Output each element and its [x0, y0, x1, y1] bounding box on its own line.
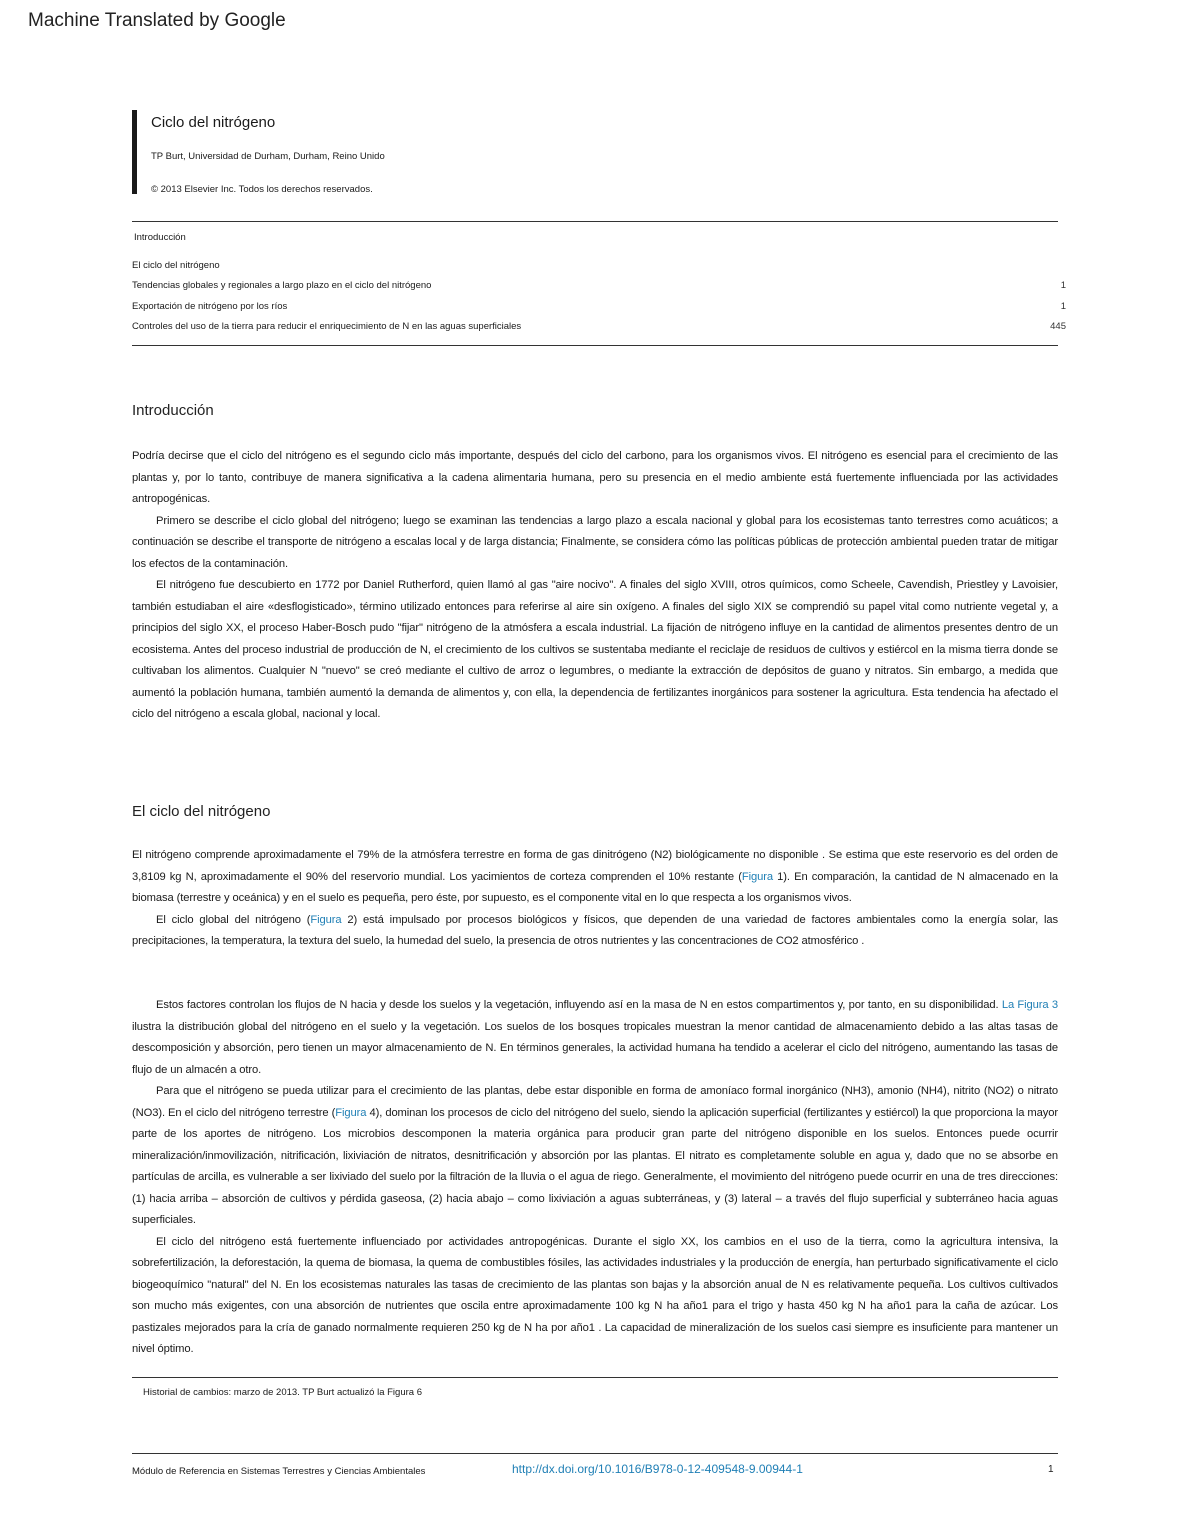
paragraph	[132, 1081, 1058, 1232]
footer-module-name: Módulo de Referencia en Sistemas Terrestres y Ciencias Ambientales	[132, 1466, 426, 1477]
toc-item[interactable]	[132, 317, 1066, 338]
section-heading-introduccion: Introducción	[132, 402, 214, 419]
toc-item-page: 445	[1050, 321, 1066, 333]
change-history-footnote: Historial de cambios: marzo de 2013. TP Burt actualizó la Figura 6	[143, 1387, 422, 1398]
section-heading-ciclo: El ciclo del nitrógeno	[132, 803, 271, 820]
cycle-body-part1	[132, 845, 1058, 953]
toc-item-page: 1	[1060, 280, 1066, 292]
toc-item-label: Tendencias globales y regionales a largo plazo en el ciclo del nitrógeno	[132, 280, 432, 292]
text-run: Para que el nitrógeno se pueda utilizar para el crecimiento de las plantas, debe estar disponible en forma de amoníaco formal inorgánico (NH3), amonio (NH4), nitrito (NO2) o nitrato (NO3). En el ciclo del nitrógeno terrestre (	[132, 1085, 1058, 1119]
toc-item[interactable]	[132, 276, 1066, 297]
toc-item-page: 1	[1060, 300, 1066, 312]
table-of-contents	[132, 232, 1066, 337]
article-title: Ciclo del nitrógeno	[151, 114, 276, 131]
intro-body	[132, 446, 1058, 726]
figure-2-link[interactable]: Figura	[310, 913, 342, 926]
paragraph: Podría decirse que el ciclo del nitrógeno es el segundo ciclo más importante, después del ciclo del carbono, para los organismos vivos. El nitrógeno es esencial para el crecimiento de las plantas y, por lo tanto, contribuye de manera significativa a la cadena alimentaria humana, pero su presencia en el medio ambiente está fuertemente influenciada por las actividades antropogénicas.	[132, 450, 1058, 505]
text-run: 1). En comparación, la cantidad de N almacenado en la biomasa (terrestre y oceánica) y en el suelo es pequeña, pero éste, por supuesto, es el componente vital en lo que respecta a los organismos vivos.	[132, 870, 1058, 904]
page-number: 1	[1048, 1464, 1054, 1475]
footer-rule	[132, 1453, 1058, 1454]
paragraph: El nitrógeno fue descubierto en 1772 por Daniel Rutherford, quien llamó al gas "aire nocivo". A finales del siglo XVIII, otros químicos, como Scheele, Cavendish, Priestley y Lavoisier, también estudiaban el aire «desflogisticado», término utilizado entonces para referirse al aire sin oxígeno. A finales del siglo XIX se comprendió su papel vital como nutriente vegetal y, a principios del siglo XX, el proceso Haber-Bosch pudo "fijar" nitrógeno de la atmósfera a escala industrial. La fijación de nitrógeno influye en la cantidad de alimentos presentes dentro de un ecosistema. Antes del proceso industrial de producción de N, el crecimiento de los cultivos se sustentaba mediante el reciclaje de residuos de cultivos y estiércol en la misma tierra donde se cultivaban los alimentos. Cualquier N "nuevo" se creó mediante el cultivo de arroz o legumbres, o mediante la extracción de depósitos de guano y nitratos. Sin embargo, a medida que aumentó la población humana, también aumentó la demanda de alimentos y, con ella, la dependencia de fertilizantes inorgánicos para sostener la agricultura. Esta tendencia ha afectado el ciclo del nitrógeno a escala global, nacional y local.	[132, 579, 1058, 720]
toc-item[interactable]	[132, 296, 1066, 317]
doi-link[interactable]: http://dx.doi.org/10.1016/B978-0-12-409548-9.00944-1	[512, 1462, 803, 1476]
toc-item-label: Exportación de nitrógeno por los ríos	[132, 300, 288, 312]
paragraph	[132, 845, 1058, 910]
paragraph	[132, 910, 1058, 953]
text-run: El nitrógeno comprende aproximadamente el 79% de la atmósfera terrestre en forma de gas dinitrógeno (N2) biológicamente no disponible . Se estima que este reservorio es del orden de 3,8109 kg N, aproximadamente el 90% del reservorio mundial. Los yacimientos de corteza comprenden el 10% restante (	[132, 849, 1058, 883]
article-header	[132, 110, 385, 194]
article-authors: TP Burt, Universidad de Durham, Durham, Reino Unido	[151, 151, 385, 162]
machine-translation-banner: Machine Translated by Google	[28, 10, 286, 31]
figure-3-link[interactable]: La Figura 3	[1001, 999, 1058, 1011]
paragraph	[132, 995, 1058, 1081]
figure-1-link[interactable]: Figura	[741, 870, 773, 883]
text-run: El ciclo global del nitrógeno (	[156, 913, 311, 926]
paragraph: Primero se describe el ciclo global del nitrógeno; luego se examinan las tendencias a largo plazo a escala nacional y global para los ecosistemas tanto terrestres como acuáticos; a continuación se describe el transporte de nitrógeno a escalas local y de larga distancia; Finalmente, se considera cómo las políticas públicas de protección ambiental pueden tratar de mitigar los efectos de la contaminación.	[132, 514, 1058, 570]
figure-4-link[interactable]: Figura	[335, 1106, 367, 1119]
cycle-body-part2	[132, 995, 1058, 1361]
toc-top-rule	[132, 221, 1058, 222]
article-copyright: © 2013 Elsevier Inc. Todos los derechos reservados.	[151, 184, 373, 195]
paragraph: El ciclo del nitrógeno está fuertemente influenciado por actividades antropogénicas. Durante el siglo XX, los cambios en el uso de la tierra, como la agricultura intensiva, la sobrefertilización, la deforestación, la quema de biomasa, la quema de combustibles fósiles, las actividades industriales y la producción de energía, han perturbado significativamente el ciclo biogeoquímico "natural" del N. En los ecosistemas naturales las tasas de crecimiento de las plantas son bajas y la absorción anual de N es relativamente pequeña. Los cultivos cultivados son mucho más exigentes, con una absorción de nutrientes que oscila entre aproximadamente 100 kg N ha año1 para el trigo y hasta 450 kg N ha año1 para la caña de azúcar. Los pastizales mejorados para la cría de ganado normalmente requieren 250 kg de N ha por año1 . La capacidad de mineralización de los suelos casi siempre es insuficiente para mantener un nivel óptimo.	[132, 1235, 1058, 1355]
toc-bottom-rule	[132, 345, 1058, 346]
toc-item[interactable]	[132, 255, 1066, 276]
text-run: 2) está impulsado por procesos biológicos y físicos, que dependen de una variedad de factores ambientales como la energía solar, las precipitaciones, la temperatura, la textura del suelo, la humedad del suelo, la presencia de otros nutrientes y las concentraciones de CO2 atmosférico .	[132, 913, 1058, 947]
toc-item-label: El ciclo del nitrógeno	[132, 259, 220, 271]
toc-heading[interactable]: Introducción	[134, 232, 186, 243]
text-run: Estos factores controlan los flujos de N hacia y desde los suelos y la vegetación, influyendo así en la masa de N en estos compartimentos y, por tanto, en su disponibilidad.	[156, 999, 1002, 1011]
text-run: 4), dominan los procesos de ciclo del nitrógeno del suelo, siendo la aplicación superficial (fertilizantes y estiércol) la que proporciona la mayor parte de los aportes de nitrógeno. Los microbios descomponen la materia orgánica para producir gran parte del nitrógeno disponible en los suelos. Entonces puede ocurrir mineralización/inmovilización, nitrificación, lixiviación de nitratos, desnitrificación y absorción por las plantas. El nitrato es completamente soluble en agua y, dado que no se absorbe en partículas de arcilla, es vulnerable a ser lixiviado del suelo por la filtración de la lluvia o el agua de riego. Generalmente, el movimiento del nitrógeno puede ocurrir en una de tres direcciones: (1) hacia arriba – absorción de cultivos y pérdida gaseosa, (2) hacia abajo – como lixiviación a aguas subterráneas, y (3) lateral – a través del flujo superficial y subterráneo hacia aguas superficiales.	[132, 1106, 1058, 1226]
toc-item-label: Controles del uso de la tierra para reducir el enriquecimiento de N en las aguas superficiales	[132, 321, 522, 333]
footnote-rule	[132, 1377, 1058, 1378]
text-run: ilustra la distribución global del nitrógeno en el suelo y la vegetación. Los suelos de los bosques tropicales muestran la menor cantidad de almacenamiento debido a las altas tasas de descomposición y absorción, pero tienen un mayor almacenamiento de N. En términos generales, la actividad humana ha tendido a acelerar el ciclo del nitrógeno, aumentando las tasas de flujo de un almacén a otro.	[132, 1020, 1058, 1076]
